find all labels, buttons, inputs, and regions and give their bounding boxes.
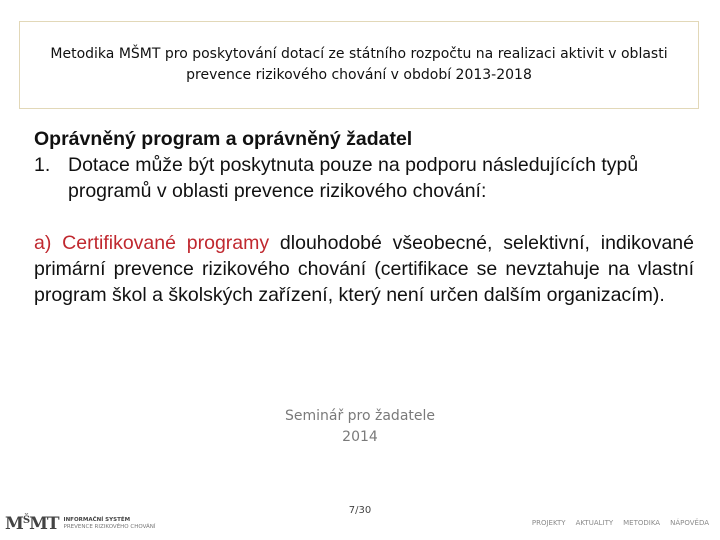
footer-nav-napoveda[interactable]: NÁPOVĚDA — [670, 519, 709, 527]
slide-header — [19, 21, 699, 109]
seminar-line-1: Seminář pro žadatele — [284, 408, 436, 424]
logo-text — [64, 517, 156, 531]
slide-content — [34, 126, 694, 308]
paragraph-rest: dlouhodobé všeobecné, selektivní, indikované primární prevence rizikového chování (certifikace se nevztahuje na vlastní program škol a školských zařízení, který není určen dalším organizacím). — [34, 232, 694, 306]
numbered-item — [34, 152, 694, 204]
header-line-1: Metodika MŠMT pro poskytování dotací ze státního rozpočtu na realizaci aktivit v oblasti — [50, 46, 668, 62]
item-number: 1. — [34, 154, 51, 176]
logo-mark: $M^ŠMT$ — [5, 514, 59, 534]
paragraph-certified-programs — [34, 230, 694, 308]
seminar-year: 2014 — [342, 429, 378, 445]
seminar-label — [260, 406, 460, 448]
header-line-2: prevence rizikového chování v období 2013-2018 — [186, 67, 532, 83]
footer-nav-aktuality[interactable]: AKTUALITY — [575, 519, 614, 527]
footer-nav-metodika[interactable]: METODIKA — [623, 519, 661, 527]
slide-heading: Oprávněný program a oprávněný žadatel — [34, 128, 413, 150]
footer-nav — [529, 518, 712, 528]
item-text: Dotace může být poskytnuta pouze na podporu následujících typů programů v oblasti prevence rizikového chování: — [68, 154, 639, 202]
msmt-logo — [5, 512, 156, 536]
logo-line-2: PREVENCE RIZIKOVÉHO CHOVÁNÍ — [63, 524, 156, 530]
footer-nav-projekty[interactable]: PROJEKTY — [531, 519, 566, 527]
page-number: 7/30 — [348, 505, 372, 516]
logo-line-1: INFORMAČNÍ SYSTÉM — [63, 517, 131, 523]
paragraph-accent: a) Certifikované programy — [34, 232, 270, 254]
